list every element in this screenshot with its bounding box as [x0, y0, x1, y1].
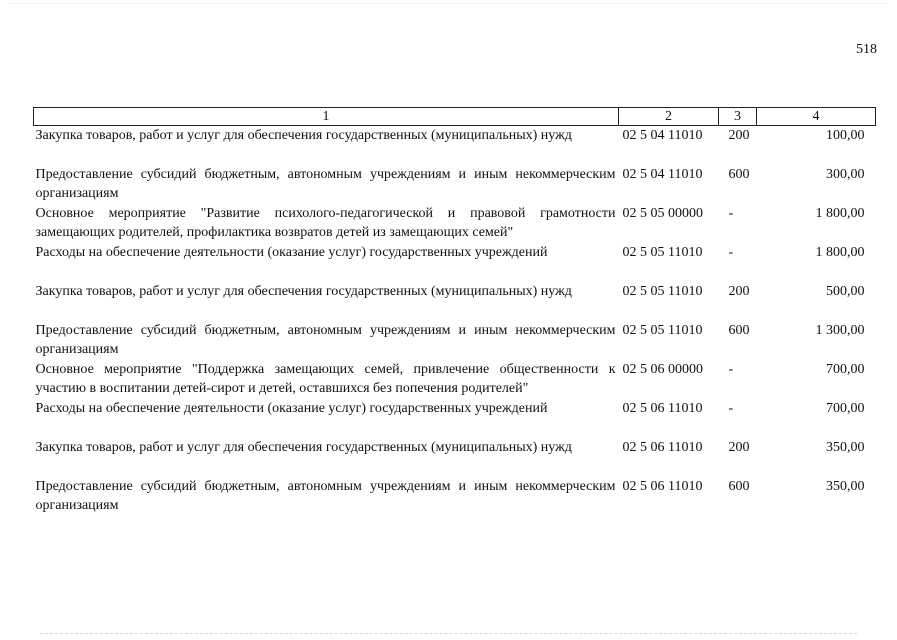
- row-vr: -: [728, 361, 734, 377]
- scan-edge-top: [10, 3, 887, 5]
- row-code: 02 5 05 11010: [622, 322, 703, 338]
- row-sum: 700,00: [826, 361, 865, 377]
- row-vr: 200: [728, 128, 750, 143]
- row-name: Предоставление субсидий бюджетным, автономным учреждениям и иным некоммерческим организациям: [35, 478, 616, 513]
- row-sum: 350,00: [826, 478, 865, 494]
- table-row: [34, 204, 876, 243]
- row-code: 02 5 06 11010: [622, 439, 703, 455]
- row-code: 02 5 05 00000: [622, 205, 703, 221]
- scan-edge-bottom: [40, 633, 857, 635]
- header-col-name: 1: [34, 108, 619, 126]
- table-row: [34, 126, 876, 165]
- row-code: 02 5 06 00000: [622, 361, 703, 377]
- row-name: Закупка товаров, работ и услуг для обеспечения государственных (муниципальных) нужд: [35, 439, 572, 455]
- row-code: 02 5 05 11010: [622, 283, 703, 299]
- row-vr: 600: [728, 166, 750, 182]
- table-row: [34, 165, 876, 204]
- row-code: 02 5 06 11010: [622, 478, 703, 494]
- row-vr: 200: [728, 439, 750, 455]
- table-body: [34, 126, 876, 516]
- row-name: Расходы на обеспечение деятельности (оказание услуг) государственных учреждений: [35, 244, 548, 260]
- table-row: [34, 477, 876, 516]
- budget-table: [33, 107, 876, 516]
- row-name: Основное мероприятие "Поддержка замещающих семей, привлечение общественности к участию в воспитании детей-сирот и детей, оставшихся без попечения родителей": [35, 361, 616, 396]
- row-vr: 600: [728, 478, 750, 494]
- row-name: Предоставление субсидий бюджетным, автономным учреждениям и иным некоммерческим организациям: [35, 322, 616, 357]
- row-code: 02 5 05 11010: [622, 244, 703, 260]
- page-number: 518: [856, 42, 877, 57]
- table-row: [34, 321, 876, 360]
- table-row: [34, 399, 876, 438]
- table-row: [34, 243, 876, 282]
- row-vr: 600: [728, 322, 750, 338]
- row-sum: 700,00: [826, 400, 865, 416]
- table-row: [34, 282, 876, 321]
- row-sum: 500,00: [826, 283, 865, 299]
- row-sum: 1 300,00: [815, 322, 865, 338]
- table-header: [34, 108, 876, 126]
- row-sum: 350,00: [826, 439, 865, 455]
- header-col-vr: 3: [719, 108, 757, 126]
- row-vr: -: [728, 244, 734, 260]
- header-col-code: 2: [619, 108, 719, 126]
- row-vr: -: [728, 400, 734, 416]
- row-name: Закупка товаров, работ и услуг для обеспечения государственных (муниципальных) нужд: [35, 283, 572, 299]
- row-vr: 200: [728, 283, 750, 299]
- row-sum: 300,00: [826, 166, 865, 182]
- row-sum: 1 800,00: [815, 244, 865, 260]
- row-name: Основное мероприятие "Развитие психолого-педагогической и правовой грамотности замещающих родителей, профилактика возвратов детей из замещающих семей": [35, 205, 616, 240]
- row-code: 02 5 06 11010: [622, 400, 703, 416]
- row-sum: 1 800,00: [815, 205, 865, 221]
- row-vr: -: [728, 205, 734, 221]
- row-code: 02 5 04 11010: [622, 128, 703, 143]
- table-row: [34, 438, 876, 477]
- row-name: Расходы на обеспечение деятельности (оказание услуг) государственных учреждений: [35, 400, 548, 416]
- row-name: Закупка товаров, работ и услуг для обеспечения государственных (муниципальных) нужд: [35, 128, 572, 143]
- header-col-sum: 4: [757, 108, 876, 126]
- header-row: [34, 108, 876, 126]
- table-row: [34, 360, 876, 399]
- row-name: Предоставление субсидий бюджетным, автономным учреждениям и иным некоммерческим организациям: [35, 166, 616, 201]
- row-sum: 100,00: [826, 128, 865, 143]
- row-code: 02 5 04 11010: [622, 166, 703, 182]
